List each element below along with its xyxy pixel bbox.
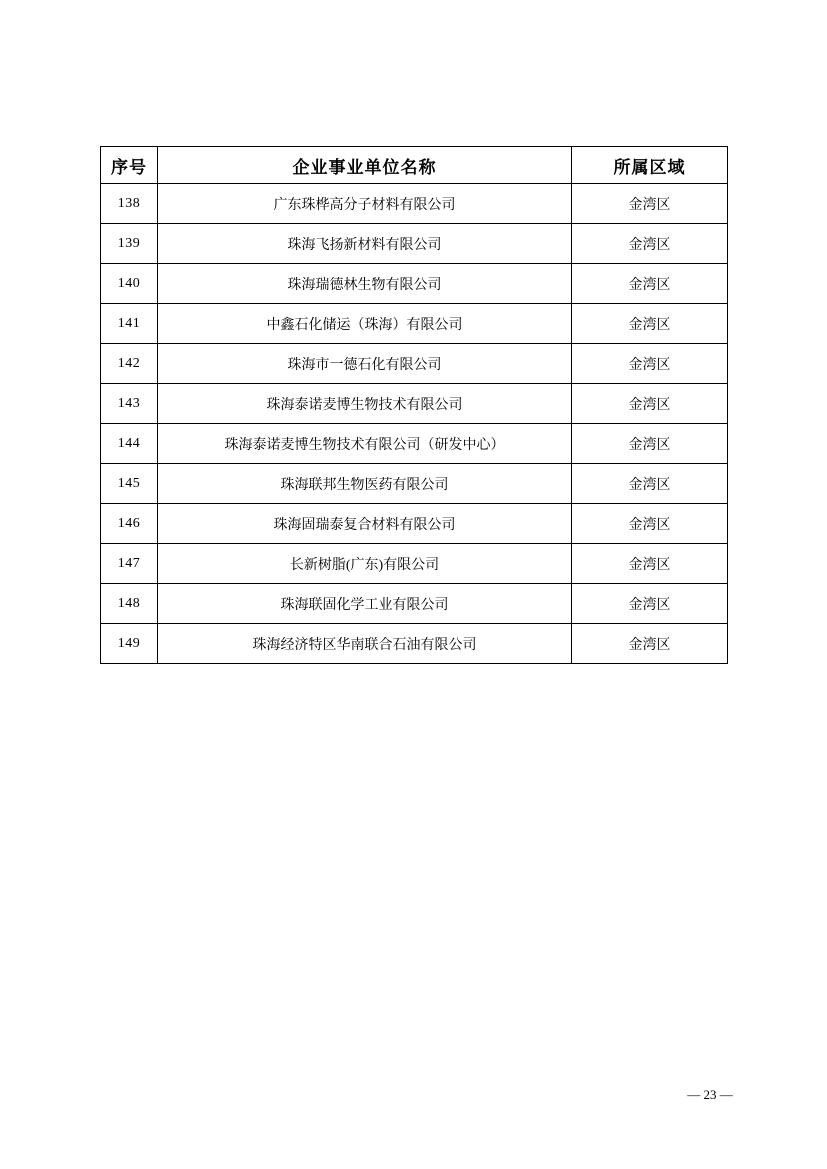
cell-serial-number: 149 [101,624,158,664]
cell-serial-number: 144 [101,424,158,464]
cell-region: 金湾区 [572,624,728,664]
cell-company-name: 中鑫石化储运（珠海）有限公司 [158,304,572,344]
cell-region: 金湾区 [572,424,728,464]
cell-company-name: 珠海联邦生物医药有限公司 [158,464,572,504]
table-row [101,464,728,504]
cell-serial-number: 140 [101,264,158,304]
cell-serial-number: 146 [101,504,158,544]
cell-serial-number: 145 [101,464,158,504]
company-table [100,146,728,664]
cell-region: 金湾区 [572,464,728,504]
cell-company-name: 珠海固瑞泰复合材料有限公司 [158,504,572,544]
header-company-name: 企业事业单位名称 [158,147,572,184]
table-row [101,264,728,304]
cell-company-name: 长新树脂(广东)有限公司 [158,544,572,584]
cell-region: 金湾区 [572,344,728,384]
cell-serial-number: 142 [101,344,158,384]
cell-region: 金湾区 [572,304,728,344]
table-row [101,384,728,424]
cell-company-name: 广东珠桦高分子材料有限公司 [158,184,572,224]
cell-serial-number: 148 [101,584,158,624]
table-row [101,544,728,584]
cell-region: 金湾区 [572,544,728,584]
table-row [101,584,728,624]
cell-serial-number: 139 [101,224,158,264]
page-number: — 23 — [687,1087,733,1102]
table-row [101,344,728,384]
cell-region: 金湾区 [572,504,728,544]
table-header-row [101,147,728,184]
table-row [101,224,728,264]
cell-serial-number: 141 [101,304,158,344]
table-row [101,624,728,664]
header-region: 所属区域 [572,147,728,184]
table-row [101,504,728,544]
cell-company-name: 珠海联固化学工业有限公司 [158,584,572,624]
cell-company-name: 珠海飞扬新材料有限公司 [158,224,572,264]
cell-company-name: 珠海瑞德林生物有限公司 [158,264,572,304]
cell-serial-number: 143 [101,384,158,424]
cell-company-name: 珠海泰诺麦博生物技术有限公司（研发中心） [158,424,572,464]
cell-serial-number: 138 [101,184,158,224]
cell-company-name: 珠海泰诺麦博生物技术有限公司 [158,384,572,424]
cell-region: 金湾区 [572,224,728,264]
cell-region: 金湾区 [572,584,728,624]
cell-serial-number: 147 [101,544,158,584]
header-serial-number: 序号 [101,147,158,184]
table-row [101,424,728,464]
cell-region: 金湾区 [572,384,728,424]
cell-region: 金湾区 [572,184,728,224]
cell-company-name: 珠海市一德石化有限公司 [158,344,572,384]
table-row [101,304,728,344]
cell-company-name: 珠海经济特区华南联合石油有限公司 [158,624,572,664]
cell-region: 金湾区 [572,264,728,304]
table-row [101,184,728,224]
